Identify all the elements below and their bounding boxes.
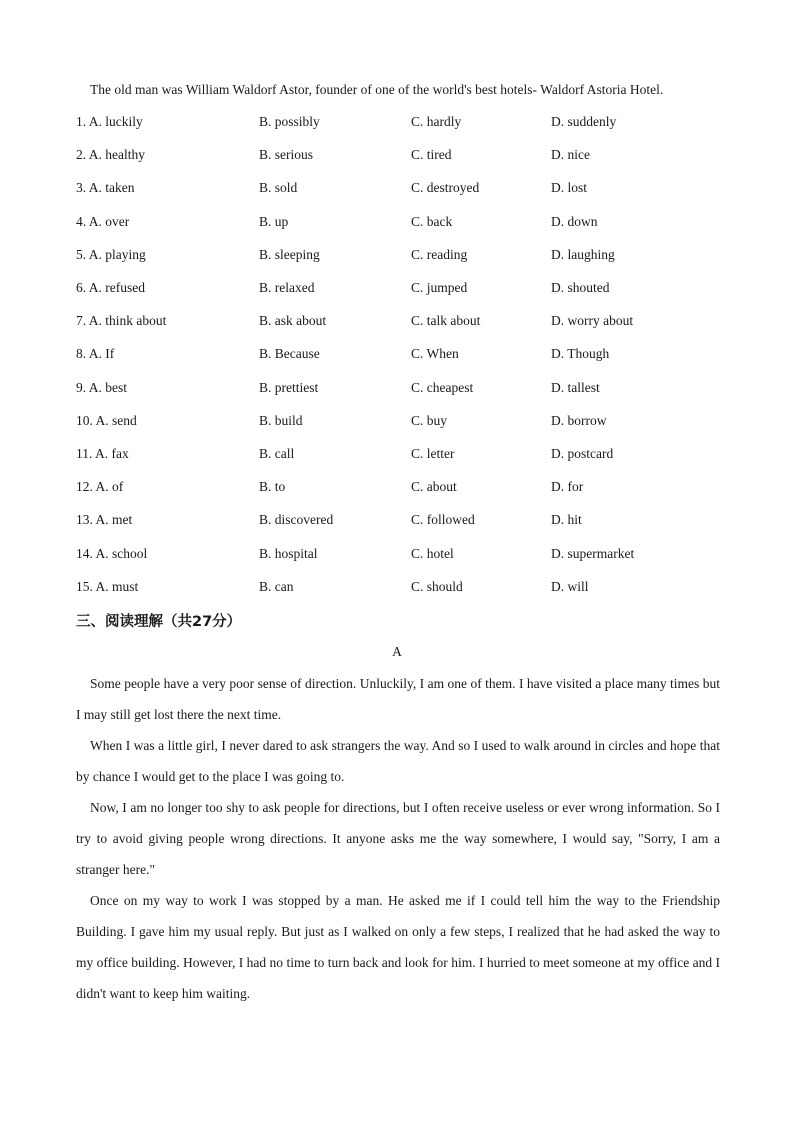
question-option: 10. A. send: [76, 412, 137, 428]
question-row: [76, 280, 756, 300]
question-option: C. talk about: [411, 313, 481, 329]
question-option: C. back: [411, 213, 453, 229]
question-row: [76, 479, 756, 499]
question-option: D. for: [551, 479, 584, 495]
passage-paragraph-1: [76, 668, 720, 730]
question-row: [76, 346, 756, 366]
question-option: C. cheapest: [411, 379, 474, 395]
question-option: D. postcard: [551, 446, 614, 461]
question-option: B. discovered: [259, 512, 334, 528]
question-option: 7. A. think about: [76, 313, 167, 329]
question-option: B. sleeping: [259, 246, 320, 262]
question-row: [76, 147, 756, 167]
question-option: C. jumped: [411, 280, 468, 295]
passage-label: A: [392, 644, 402, 659]
paragraph-text: Now, I am no longer too shy to ask people for directions, but I often receive useless or ever wrong information. So I try to avoid giving people wrong directions. It anyone asks me the way somewhere, I would say, "Sorry, I am a stranger here.": [76, 800, 720, 877]
question-option: D. supermarket: [551, 545, 635, 561]
question-row: [76, 214, 756, 234]
question-option: 3. A. taken: [76, 180, 135, 196]
question-row: [76, 512, 756, 532]
question-option: C. letter: [411, 446, 455, 461]
question-option: 5. A. playing: [76, 246, 146, 262]
question-option: D. borrow: [551, 412, 607, 428]
paragraph-text: Once on my way to work I was stopped by a man. He asked me if I could tell him the way to the Friendship Building. I gave him my usual reply. But just as I walked on only a few steps, I realized that he had asked the way to my office building. However, I had no time to turn back and look for him. I hurried to meet someone at my office and I didn't want to keep him waiting.: [76, 893, 720, 1001]
question-option: B. sold: [259, 180, 298, 196]
passage-paragraph-4: [76, 885, 720, 1009]
question-option: D. lost: [551, 180, 588, 196]
question-option: C. hardly: [411, 114, 462, 129]
question-option: 2. A. healthy: [76, 147, 145, 163]
question-option: 6. A. refused: [76, 280, 145, 295]
section-title: 三、阅读理解（共27分）: [76, 614, 242, 630]
question-option: D. down: [551, 213, 598, 229]
question-row: [76, 313, 756, 333]
question-option: C. should: [411, 578, 463, 594]
intro-sentence: The old man was William Waldorf Astor, founder of one of the world's best hotels- Waldorf Astoria Hotel.: [90, 82, 664, 97]
question-option: D. hit: [551, 512, 582, 528]
question-option: B. can: [259, 578, 294, 594]
question-option: B. serious: [259, 147, 313, 163]
question-option: D. tallest: [551, 379, 600, 395]
question-row: [76, 546, 756, 566]
question-option: 12. A. of: [76, 479, 124, 495]
question-option: C. tired: [411, 147, 452, 163]
question-row: [76, 380, 756, 400]
question-option: C. hotel: [411, 545, 454, 561]
question-option: C. followed: [411, 512, 475, 528]
question-row: [76, 247, 756, 267]
question-option: D. nice: [551, 147, 590, 163]
question-option: B. build: [259, 412, 303, 428]
question-option: D. will: [551, 578, 589, 594]
question-option: B. hospital: [259, 545, 318, 561]
question-row: [76, 446, 756, 466]
question-option: 13. A. met: [76, 512, 133, 528]
question-option: 14. A. school: [76, 545, 148, 561]
question-option: B. to: [259, 479, 286, 495]
question-option: D. laughing: [551, 246, 615, 262]
paragraph-text: Some people have a very poor sense of direction. Unluckily, I am one of them. I have visited a place many times but I may still get lost there the next time.: [76, 676, 720, 722]
question-option: C. buy: [411, 412, 448, 428]
question-option: D. Though: [551, 346, 610, 362]
question-option: 8. A. If: [76, 346, 115, 362]
question-row: [76, 413, 756, 433]
question-option: 1. A. luckily: [76, 114, 143, 129]
question-option: C. about: [411, 479, 457, 495]
question-option: D. worry about: [551, 313, 634, 329]
question-option: B. Because: [259, 346, 320, 362]
question-option: D. shouted: [551, 280, 610, 295]
paragraph-text: When I was a little girl, I never dared to ask strangers the way. And so I used to walk around in circles and hope that by chance I would get to the place I was going to.: [76, 738, 720, 784]
question-option: C. reading: [411, 246, 468, 262]
question-option: 4. A. over: [76, 213, 130, 229]
question-option: 9. A. best: [76, 379, 128, 395]
passage-paragraph-3: [76, 792, 720, 885]
question-row: [76, 579, 756, 599]
passage-paragraph-2: [76, 730, 720, 792]
question-option: B. ask about: [259, 313, 327, 329]
question-row: [76, 180, 756, 200]
question-option: B. call: [259, 446, 295, 461]
question-option: D. suddenly: [551, 114, 617, 129]
question-option: C. destroyed: [411, 180, 480, 196]
question-option: B. up: [259, 213, 289, 229]
question-option: B. relaxed: [259, 280, 315, 295]
question-option: B. prettiest: [259, 379, 319, 395]
question-option: B. possibly: [259, 114, 320, 129]
question-option: 15. A. must: [76, 578, 139, 594]
question-option: C. When: [411, 346, 459, 362]
question-row: [76, 114, 756, 134]
question-option: 11. A. fax: [76, 446, 129, 461]
